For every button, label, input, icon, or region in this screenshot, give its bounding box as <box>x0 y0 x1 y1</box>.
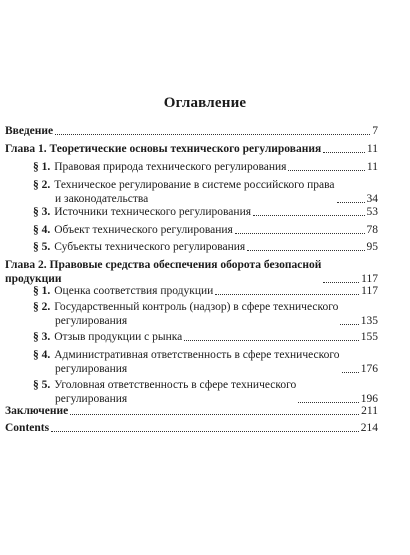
toc-entry-label: Введение <box>5 125 54 137</box>
section-number: § 3. <box>33 206 51 218</box>
section-title-line-1: Уголовная ответственность в сфере технического <box>54 379 297 391</box>
section-number: § 5. <box>33 241 51 253</box>
toc-entry-label: Глава 1. Теоретические основы технического регулирования <box>5 143 322 155</box>
section-title: Субъекты технического регулирования <box>54 241 246 253</box>
dot-leader <box>253 215 364 216</box>
toc-entry-label <box>33 284 213 298</box>
toc-entry-page: 176 <box>360 363 378 375</box>
section-title: Отзыв продукции с рынка <box>54 331 183 343</box>
toc-entry-chapter-1 <box>5 142 378 156</box>
toc-entry-label <box>33 160 286 174</box>
toc-entry-page: 117 <box>361 273 378 285</box>
toc-entry-page: 155 <box>360 331 378 343</box>
dot-leader <box>288 170 364 171</box>
toc-entry-page: 135 <box>360 315 378 327</box>
section-number: § 4. <box>33 224 51 236</box>
dot-leader <box>323 152 365 153</box>
section-title: Объект технического регулирования <box>54 224 233 236</box>
toc-entry-page: 11 <box>366 143 378 155</box>
toc-entry-page: 78 <box>366 224 378 236</box>
toc-entry-label <box>33 223 233 237</box>
toc-entry-label <box>33 348 340 376</box>
dot-leader <box>184 340 358 341</box>
toc-entry-ch1-sec4 <box>33 223 378 237</box>
page-title: Оглавление <box>163 95 247 111</box>
toc-entry-label <box>33 300 338 328</box>
toc-entry-introduction <box>5 124 378 138</box>
section-title-line-2: регулирования <box>55 363 128 375</box>
section-number: § 4. <box>33 349 51 361</box>
toc-entry-label <box>33 378 296 406</box>
section-title-line-2: и законодательства <box>55 193 149 205</box>
section-number: § 1. <box>33 285 51 297</box>
toc-entry-ch2-sec1 <box>33 284 378 298</box>
toc-entry-page: 11 <box>366 161 378 173</box>
dot-leader <box>323 282 359 283</box>
chapter-title-line-1: Глава 2. Правовые средства обеспечения оборота безопасной <box>5 259 322 271</box>
section-number: § 2. <box>33 179 51 191</box>
toc-entry-label <box>33 330 182 344</box>
toc-entry-page: 34 <box>366 193 378 205</box>
dot-leader <box>51 431 359 432</box>
section-title: Правовая природа технического регулирования <box>54 161 287 173</box>
toc-entry-chapter-2 <box>5 258 378 286</box>
toc-entry-page: 95 <box>366 241 378 253</box>
dot-leader <box>298 402 358 403</box>
toc-entry-ch2-sec3 <box>33 330 378 344</box>
toc-entry-conclusion <box>5 404 378 418</box>
toc-entry-page: 7 <box>372 125 378 137</box>
toc-entry-ch1-sec5 <box>33 240 378 254</box>
toc-entry-label <box>33 205 251 219</box>
toc-entry-ch2-sec2 <box>33 300 378 328</box>
section-title: Оценка соответствия продукции <box>54 285 214 297</box>
toc-entry-page: 196 <box>360 393 378 405</box>
section-number: § 3. <box>33 331 51 343</box>
section-title-line-2: регулирования <box>55 315 128 327</box>
section-title-line-2: регулирования <box>55 393 128 405</box>
dot-leader <box>70 414 359 415</box>
toc-entry-contents <box>5 421 378 435</box>
section-number: § 1. <box>33 161 51 173</box>
toc-entry-ch1-sec1 <box>33 160 378 174</box>
dot-leader <box>55 134 370 135</box>
section-title-line-1: Техническое регулирование в системе российского права <box>54 179 335 191</box>
toc-entry-label <box>33 178 335 206</box>
toc-entry-label <box>33 240 245 254</box>
toc-entry-page: 214 <box>360 422 378 434</box>
toc-entry-label <box>5 258 321 286</box>
toc-entry-page: 117 <box>361 285 378 297</box>
dot-leader <box>247 250 364 251</box>
section-title-line-1: Административная ответственность в сфере технического <box>54 349 340 361</box>
toc-entry-ch1-sec2 <box>33 178 378 206</box>
section-title: Источники технического регулирования <box>54 206 252 218</box>
toc-entry-ch2-sec4 <box>33 348 378 376</box>
section-number: § 5. <box>33 379 51 391</box>
section-title-line-1: Государственный контроль (надзор) в сфере технического <box>54 301 339 313</box>
toc-entry-ch1-sec3 <box>33 205 378 219</box>
dot-leader <box>340 324 358 325</box>
chapter-title-line-2: продукции <box>5 273 62 285</box>
toc-entry-label: Contents <box>5 422 50 434</box>
dot-leader <box>337 202 365 203</box>
dot-leader <box>215 294 359 295</box>
toc-entry-page: 53 <box>366 206 378 218</box>
dot-leader <box>235 233 365 234</box>
section-number: § 2. <box>33 301 51 313</box>
toc-entry-ch2-sec5 <box>33 378 378 406</box>
toc-entry-label: Заключение <box>5 405 69 417</box>
dot-leader <box>342 372 359 373</box>
toc-entry-page: 211 <box>361 405 378 417</box>
